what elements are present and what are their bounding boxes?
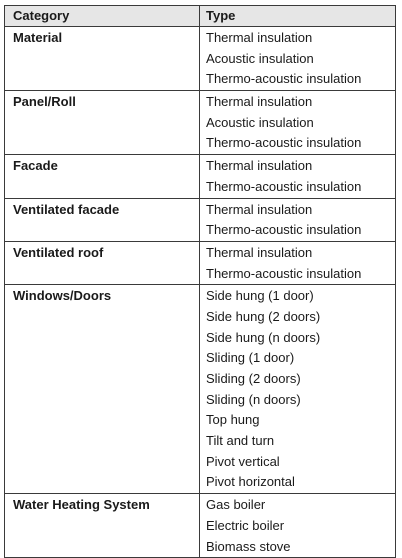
category-type-table xyxy=(4,5,396,558)
type-cell xyxy=(200,494,396,558)
type-item: Gas boiler xyxy=(206,497,266,513)
type-item: Thermo-acoustic insulation xyxy=(206,265,362,281)
table-row xyxy=(5,155,396,198)
type-item: Thermal insulation xyxy=(206,244,313,260)
type-item: Thermo-acoustic insulation xyxy=(206,71,362,87)
type-item: Pivot vertical xyxy=(206,453,280,469)
type-item: Side hung (1 door) xyxy=(206,288,314,304)
category-cell: Windows/Doors xyxy=(5,285,200,494)
type-item: Thermo-acoustic insulation xyxy=(206,222,362,238)
table-row xyxy=(5,91,396,155)
type-item: Tilt and turn xyxy=(206,433,275,449)
type-item: Thermo-acoustic insulation xyxy=(206,178,362,194)
type-item: Sliding (1 door) xyxy=(206,350,295,366)
category-type-table-container xyxy=(4,5,395,558)
type-item: Thermal insulation xyxy=(206,30,313,45)
type-cell xyxy=(200,198,396,241)
category-cell: Material xyxy=(5,27,200,91)
type-item: Top hung xyxy=(206,412,260,428)
header-type: Type xyxy=(200,6,396,27)
category-cell: Ventilated roof xyxy=(5,241,200,284)
table-row xyxy=(5,198,396,241)
type-item: Thermal insulation xyxy=(206,158,313,174)
type-cell xyxy=(200,241,396,284)
category-cell: Ventilated facade xyxy=(5,198,200,241)
type-item: Thermo-acoustic insulation xyxy=(206,135,362,151)
type-item: Biomass stove xyxy=(206,538,291,554)
type-item: Acoustic insulation xyxy=(206,50,314,66)
type-item: Sliding (n doors) xyxy=(206,391,301,407)
type-item: Electric boiler xyxy=(206,517,285,533)
type-item: Thermal insulation xyxy=(206,94,313,110)
table-row xyxy=(5,241,396,284)
type-item: Pivot horizontal xyxy=(206,474,295,490)
type-item: Acoustic insulation xyxy=(206,114,314,130)
category-cell: Water Heating System xyxy=(5,494,200,558)
type-cell xyxy=(200,91,396,155)
table-row xyxy=(5,285,396,494)
table-row xyxy=(5,494,396,558)
type-item: Thermal insulation xyxy=(206,201,313,217)
table-body xyxy=(5,27,396,558)
type-cell xyxy=(200,27,396,91)
table-row xyxy=(5,27,396,91)
header-category: Category xyxy=(5,6,200,27)
type-item: Side hung (n doors) xyxy=(206,329,321,345)
header-row xyxy=(5,6,396,27)
category-cell: Facade xyxy=(5,155,200,198)
type-cell xyxy=(200,285,396,494)
category-cell: Panel/Roll xyxy=(5,91,200,155)
type-cell xyxy=(200,155,396,198)
type-item: Side hung (2 doors) xyxy=(206,308,321,324)
type-item: Sliding (2 doors) xyxy=(206,371,301,386)
